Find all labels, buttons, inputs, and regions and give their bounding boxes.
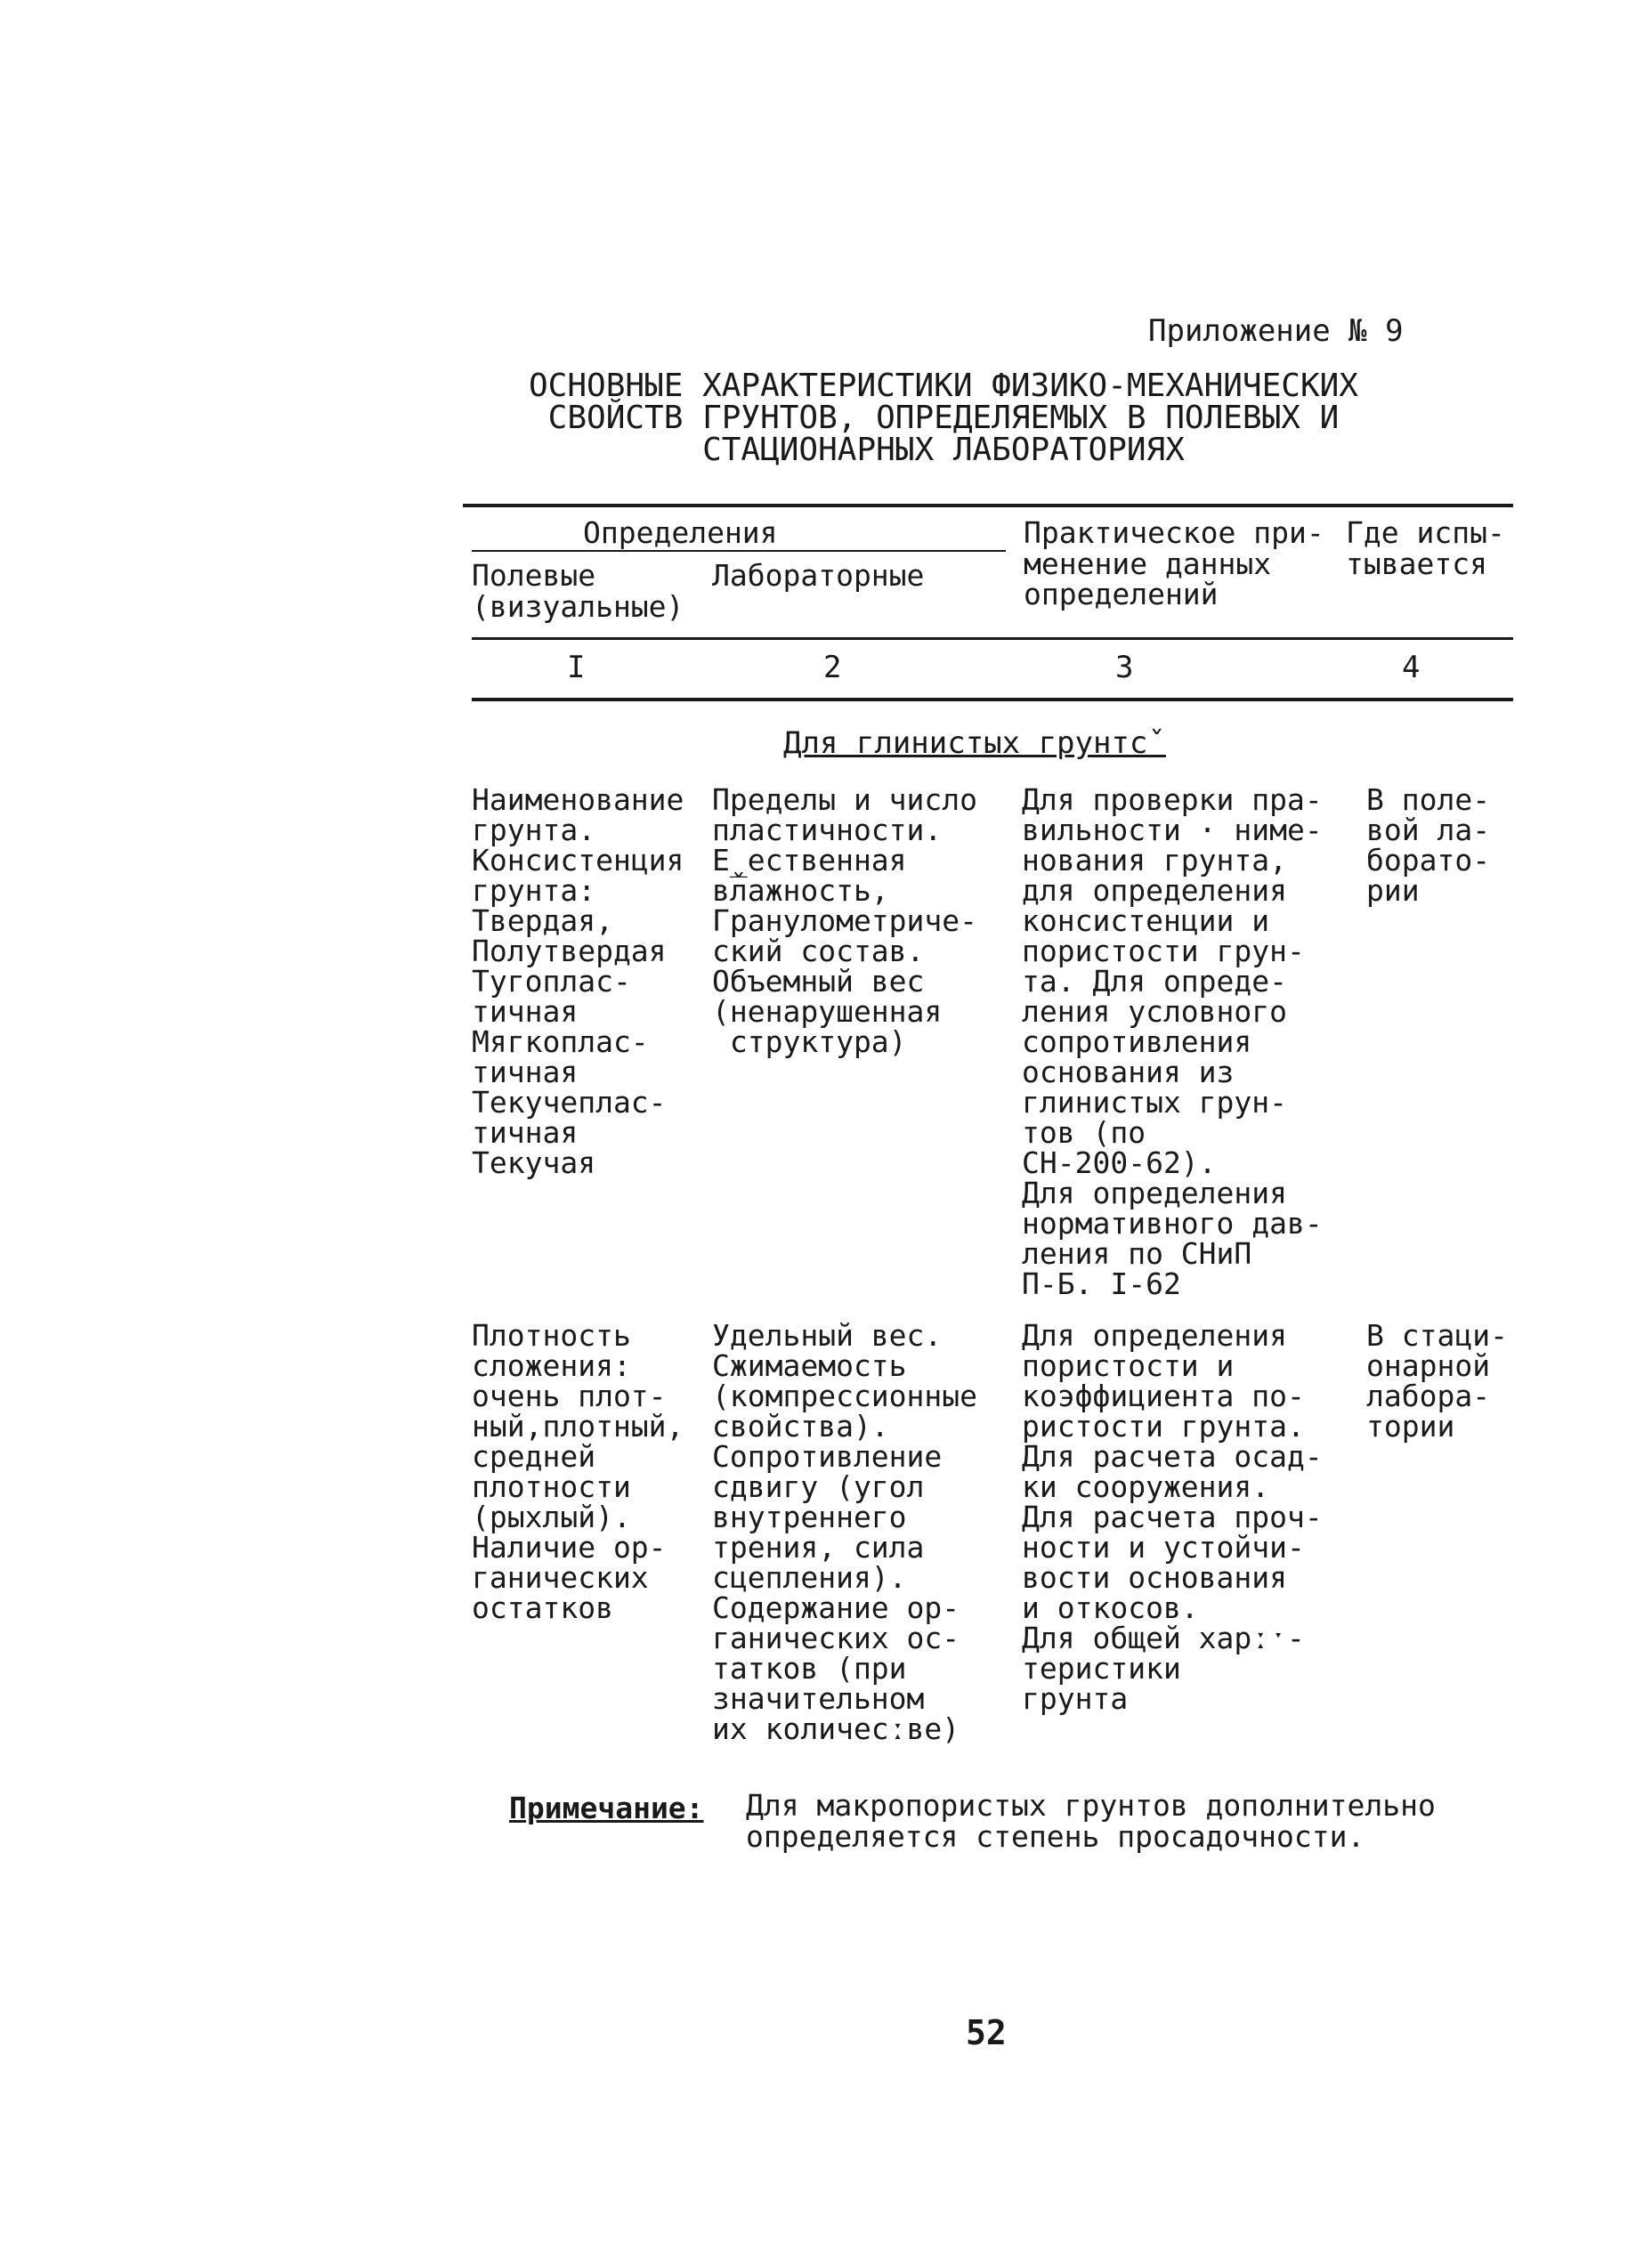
document-title bbox=[498, 370, 1389, 466]
row1-where: В поле- вой ла- борато- рии bbox=[1366, 782, 1491, 908]
column-number-1: I bbox=[567, 650, 586, 685]
header-lab: Лабораторные bbox=[712, 558, 925, 593]
row2-application: Для определения пористости и коэффициента по- ристости грунта. Для расчета осад- ки сооружения. Для расчета проч- ности и устойчи- вости основания и откосов. Для общей харːˑ- теристики грунта bbox=[1022, 1318, 1323, 1716]
header-where: Где испы- тывается bbox=[1346, 515, 1505, 581]
header-bottom-rule bbox=[472, 637, 1513, 640]
numbers-bottom-rule bbox=[472, 698, 1513, 701]
header-definitions: Определения bbox=[583, 515, 778, 550]
section-title: Для глинистых грунтсˇ bbox=[783, 725, 1166, 761]
row1-application: Для проверки пра- вильности · ниме- нования грунта, для определения консистенции и пористости грун- та. Для опреде- ления условного сопротивления основания из глинистых грун- тов (по СН-200-62). Для определения нормативного дав- ления по СНиП П-Б. I-62 bbox=[1022, 782, 1323, 1301]
appendix-label: Приложение № 9 bbox=[1148, 313, 1404, 349]
group-underline-rule bbox=[472, 550, 1006, 552]
table-top-rule bbox=[463, 504, 1513, 507]
column-number-4: 4 bbox=[1402, 650, 1421, 685]
title-line-3: СТАЦИОНАРНЫХ ЛАБОРАТОРИЯХ bbox=[702, 432, 1185, 468]
row1-lab: Пределы и число пластичности. Е̬_ественная влажность, Гранулометриче- ский состав. Объемный вес (ненарушенная структура) bbox=[712, 782, 978, 1059]
column-number-3: 3 bbox=[1115, 650, 1134, 685]
row2-where: В стаци- онарной лабора- тории bbox=[1366, 1318, 1508, 1444]
page-number: 52 bbox=[966, 2013, 1007, 2052]
row2-field: Плотность сложения: очень плот- ный,плотный, средней плотности (рыхлый). Наличие ор- ганических остатков bbox=[472, 1318, 684, 1625]
note-text: Для макропористых грунтов дополнительно определяется степень просадочности. bbox=[746, 1788, 1436, 1854]
row1-field: Наименование грунта. Консистенция грунта: Твердая, Полутвердая Тугоплас- тичная Мягкоплас- тичная Текучеплас- тичная Текучая bbox=[472, 782, 684, 1180]
column-number-2: 2 bbox=[823, 650, 842, 685]
title-line-2: СВОЙСТВ ГРУНТОВ, ОПРЕДЕЛЯЕМЫХ В ПОЛЕВЫХ И bbox=[547, 400, 1340, 436]
note-label: Примечание: bbox=[509, 1791, 704, 1825]
row2-lab: Удельный вес. Сжимаемость (компрессионные свойства). Сопротивление сдвигу (угол внутреннего трения, сила сцепления). Содержание ор- ганических ос- татков (при значительном их количесːве) bbox=[712, 1318, 978, 1746]
header-application: Практическое при- менение данных определений bbox=[1024, 515, 1324, 612]
header-field: Полевые (визуальные) bbox=[472, 558, 684, 624]
title-line-1: ОСНОВНЫЕ ХАРАКТЕРИСТИКИ ФИЗИКО-МЕХАНИЧЕСКИХ bbox=[529, 368, 1358, 404]
